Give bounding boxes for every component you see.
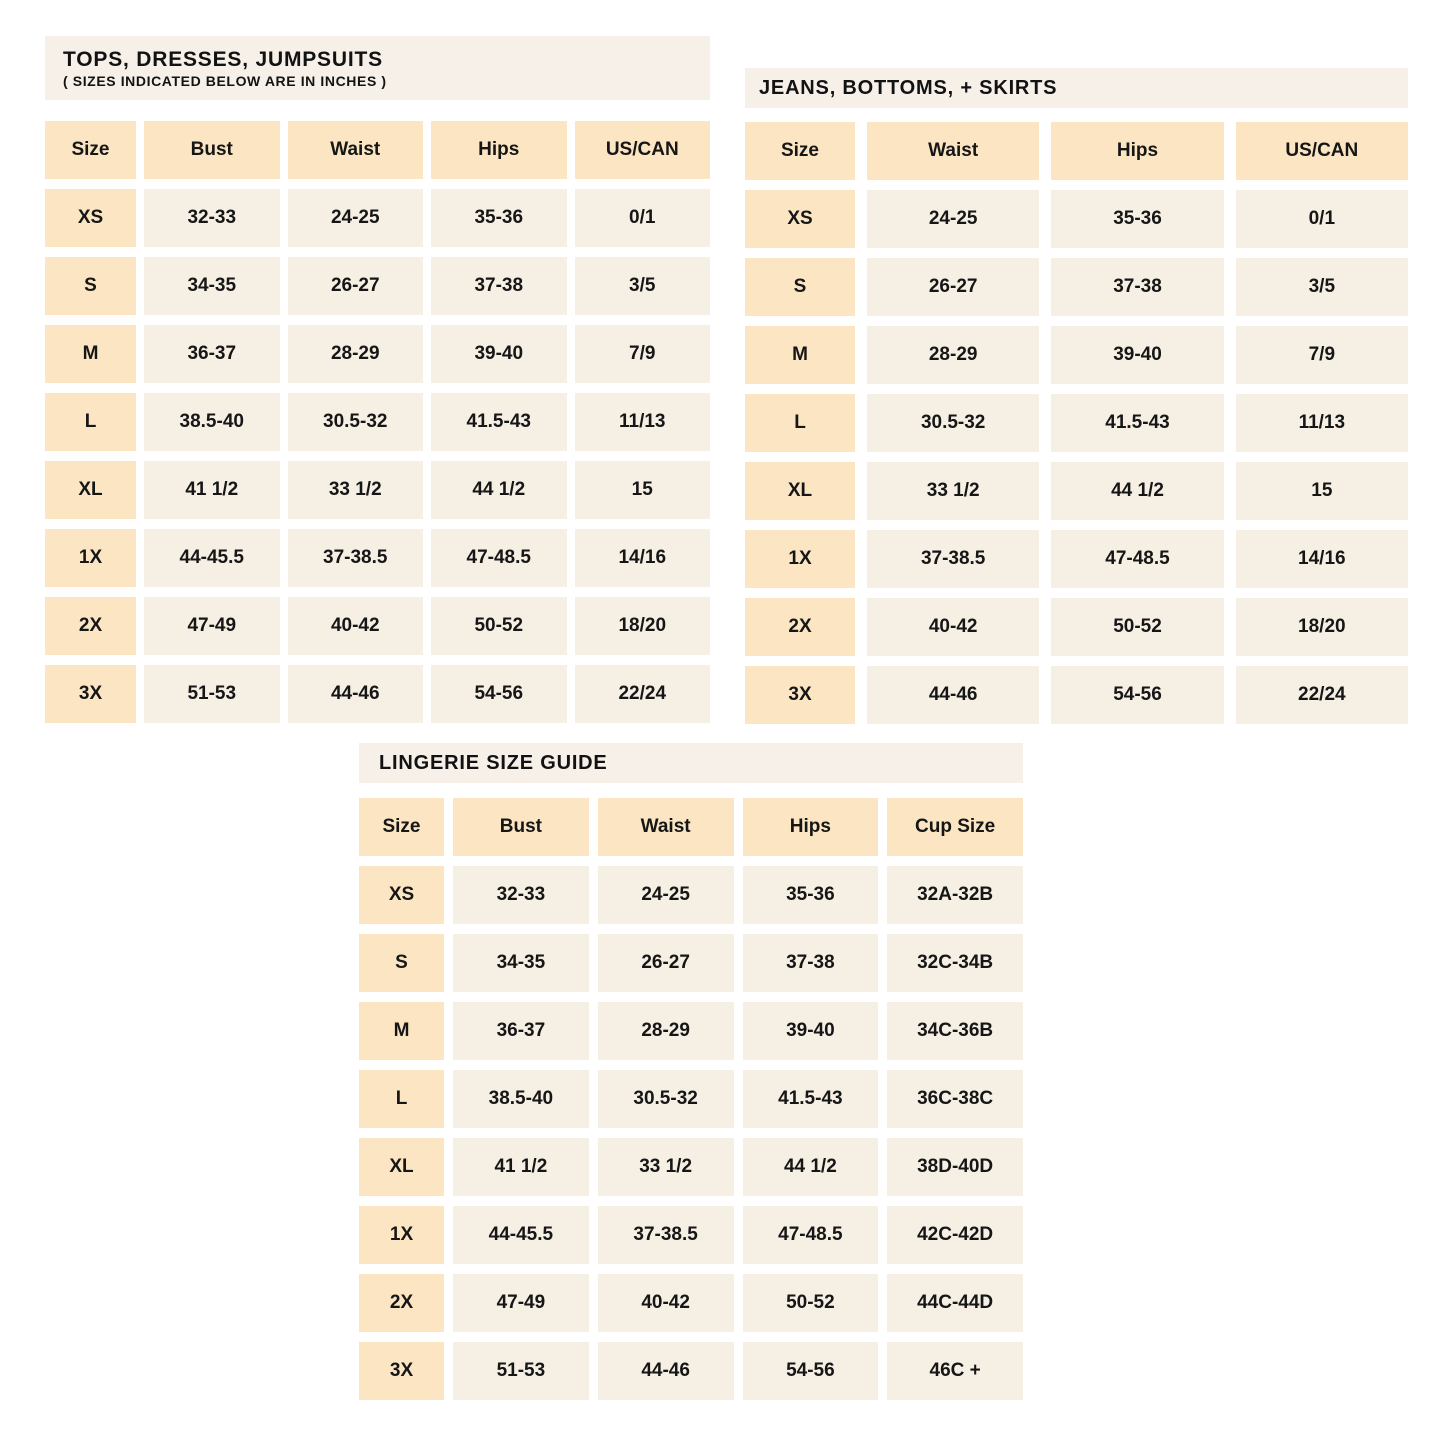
size-value-cell: 7/9 [1236, 326, 1408, 384]
row-size-label: 3X [359, 1342, 444, 1400]
size-value-cell: 18/20 [1236, 598, 1408, 656]
row-size-label: 3X [45, 665, 136, 723]
size-value-cell: 15 [1236, 462, 1408, 520]
size-value-cell: 26-27 [867, 258, 1039, 316]
tops-dresses-jumpsuits-table [45, 36, 710, 723]
row-size-label: 2X [45, 597, 136, 655]
size-value-cell: 37-38 [1051, 258, 1223, 316]
size-value-cell: 32A-32B [887, 866, 1023, 924]
size-value-cell: 35-36 [1051, 190, 1223, 248]
size-value-cell: 36C-38C [887, 1070, 1023, 1128]
size-value-cell: 50-52 [431, 597, 567, 655]
size-value-cell: 34C-36B [887, 1002, 1023, 1060]
column-header: US/CAN [1236, 122, 1408, 180]
size-value-cell: 26-27 [598, 934, 734, 992]
size-value-cell: 34-35 [453, 934, 589, 992]
row-size-label: XS [45, 189, 136, 247]
row-size-label: XL [359, 1138, 444, 1196]
size-value-cell: 51-53 [144, 665, 280, 723]
size-value-cell: 39-40 [431, 325, 567, 383]
size-value-cell: 50-52 [1051, 598, 1223, 656]
size-value-cell: 36-37 [453, 1002, 589, 1060]
size-value-cell: 40-42 [288, 597, 424, 655]
size-value-cell: 47-49 [453, 1274, 589, 1332]
column-header: Bust [144, 121, 280, 179]
size-value-cell: 36-37 [144, 325, 280, 383]
lingerie-size-guide-table [359, 743, 1023, 1400]
size-value-cell: 28-29 [867, 326, 1039, 384]
size-value-cell: 42C-42D [887, 1206, 1023, 1264]
row-size-label: 3X [745, 666, 855, 724]
size-value-cell: 41.5-43 [743, 1070, 879, 1128]
size-value-cell: 35-36 [743, 866, 879, 924]
row-size-label: 1X [745, 530, 855, 588]
tops-subtitle: ( SIZES INDICATED BELOW ARE IN INCHES ) [63, 73, 387, 90]
lingerie-title: LINGERIE SIZE GUIDE [379, 751, 608, 774]
size-value-cell: 11/13 [1236, 394, 1408, 452]
size-value-cell: 40-42 [598, 1274, 734, 1332]
size-value-cell: 0/1 [575, 189, 711, 247]
row-size-label: M [359, 1002, 444, 1060]
size-value-cell: 15 [575, 461, 711, 519]
jeans-size-grid [745, 122, 1408, 724]
size-value-cell: 7/9 [575, 325, 711, 383]
row-size-label: M [45, 325, 136, 383]
row-size-label: XS [745, 190, 855, 248]
size-value-cell: 41 1/2 [144, 461, 280, 519]
size-value-cell: 54-56 [1051, 666, 1223, 724]
size-value-cell: 14/16 [1236, 530, 1408, 588]
size-value-cell: 37-38 [431, 257, 567, 315]
column-header: Size [359, 798, 444, 856]
size-value-cell: 30.5-32 [867, 394, 1039, 452]
row-size-label: XL [45, 461, 136, 519]
size-value-cell: 38.5-40 [453, 1070, 589, 1128]
size-value-cell: 26-27 [288, 257, 424, 315]
size-value-cell: 54-56 [743, 1342, 879, 1400]
row-size-label: 1X [45, 529, 136, 587]
size-value-cell: 44 1/2 [743, 1138, 879, 1196]
column-header: Waist [867, 122, 1039, 180]
size-value-cell: 40-42 [867, 598, 1039, 656]
size-value-cell: 35-36 [431, 189, 567, 247]
size-value-cell: 38D-40D [887, 1138, 1023, 1196]
lingerie-title-band [359, 743, 1023, 783]
size-value-cell: 44C-44D [887, 1274, 1023, 1332]
size-value-cell: 50-52 [743, 1274, 879, 1332]
size-value-cell: 47-48.5 [1051, 530, 1223, 588]
row-size-label: 2X [745, 598, 855, 656]
size-value-cell: 44-45.5 [453, 1206, 589, 1264]
jeans-title: JEANS, BOTTOMS, + SKIRTS [759, 76, 1058, 99]
size-value-cell: 38.5-40 [144, 393, 280, 451]
size-value-cell: 3/5 [575, 257, 711, 315]
size-value-cell: 33 1/2 [288, 461, 424, 519]
size-value-cell: 47-49 [144, 597, 280, 655]
size-value-cell: 47-48.5 [431, 529, 567, 587]
size-value-cell: 24-25 [288, 189, 424, 247]
size-value-cell: 44-45.5 [144, 529, 280, 587]
row-size-label: S [745, 258, 855, 316]
column-header: Waist [598, 798, 734, 856]
size-value-cell: 39-40 [1051, 326, 1223, 384]
lingerie-size-grid [359, 798, 1023, 1400]
size-value-cell: 37-38.5 [867, 530, 1039, 588]
size-value-cell: 14/16 [575, 529, 711, 587]
size-value-cell: 37-38.5 [598, 1206, 734, 1264]
size-value-cell: 24-25 [867, 190, 1039, 248]
size-value-cell: 30.5-32 [598, 1070, 734, 1128]
size-value-cell: 11/13 [575, 393, 711, 451]
size-value-cell: 24-25 [598, 866, 734, 924]
size-value-cell: 54-56 [431, 665, 567, 723]
size-value-cell: 28-29 [288, 325, 424, 383]
size-value-cell: 30.5-32 [288, 393, 424, 451]
jeans-title-band [745, 68, 1408, 108]
size-value-cell: 33 1/2 [867, 462, 1039, 520]
size-value-cell: 41.5-43 [431, 393, 567, 451]
size-value-cell: 39-40 [743, 1002, 879, 1060]
size-value-cell: 51-53 [453, 1342, 589, 1400]
size-value-cell: 47-48.5 [743, 1206, 879, 1264]
row-size-label: 1X [359, 1206, 444, 1264]
size-value-cell: 44 1/2 [431, 461, 567, 519]
column-header: Size [745, 122, 855, 180]
size-value-cell: 41.5-43 [1051, 394, 1223, 452]
size-value-cell: 0/1 [1236, 190, 1408, 248]
column-header: Hips [1051, 122, 1223, 180]
jeans-bottoms-skirts-table [745, 68, 1408, 724]
size-value-cell: 22/24 [1236, 666, 1408, 724]
size-value-cell: 18/20 [575, 597, 711, 655]
column-header: Cup Size [887, 798, 1023, 856]
size-value-cell: 44-46 [288, 665, 424, 723]
tops-title-band [45, 36, 710, 100]
column-header: Hips [743, 798, 879, 856]
size-value-cell: 32-33 [453, 866, 589, 924]
tops-title: TOPS, DRESSES, JUMPSUITS [63, 47, 383, 71]
size-value-cell: 34-35 [144, 257, 280, 315]
size-value-cell: 32C-34B [887, 934, 1023, 992]
row-size-label: 2X [359, 1274, 444, 1332]
size-value-cell: 37-38 [743, 934, 879, 992]
column-header: Bust [453, 798, 589, 856]
size-value-cell: 3/5 [1236, 258, 1408, 316]
size-value-cell: 28-29 [598, 1002, 734, 1060]
row-size-label: S [359, 934, 444, 992]
row-size-label: S [45, 257, 136, 315]
size-value-cell: 44 1/2 [1051, 462, 1223, 520]
size-value-cell: 22/24 [575, 665, 711, 723]
row-size-label: XS [359, 866, 444, 924]
column-header: Waist [288, 121, 424, 179]
size-value-cell: 41 1/2 [453, 1138, 589, 1196]
size-value-cell: 37-38.5 [288, 529, 424, 587]
tops-size-grid [45, 121, 710, 723]
size-value-cell: 46C + [887, 1342, 1023, 1400]
size-value-cell: 33 1/2 [598, 1138, 734, 1196]
row-size-label: L [359, 1070, 444, 1128]
row-size-label: M [745, 326, 855, 384]
size-value-cell: 44-46 [867, 666, 1039, 724]
row-size-label: L [745, 394, 855, 452]
column-header: US/CAN [575, 121, 711, 179]
column-header: Size [45, 121, 136, 179]
row-size-label: XL [745, 462, 855, 520]
column-header: Hips [431, 121, 567, 179]
size-value-cell: 44-46 [598, 1342, 734, 1400]
row-size-label: L [45, 393, 136, 451]
size-value-cell: 32-33 [144, 189, 280, 247]
